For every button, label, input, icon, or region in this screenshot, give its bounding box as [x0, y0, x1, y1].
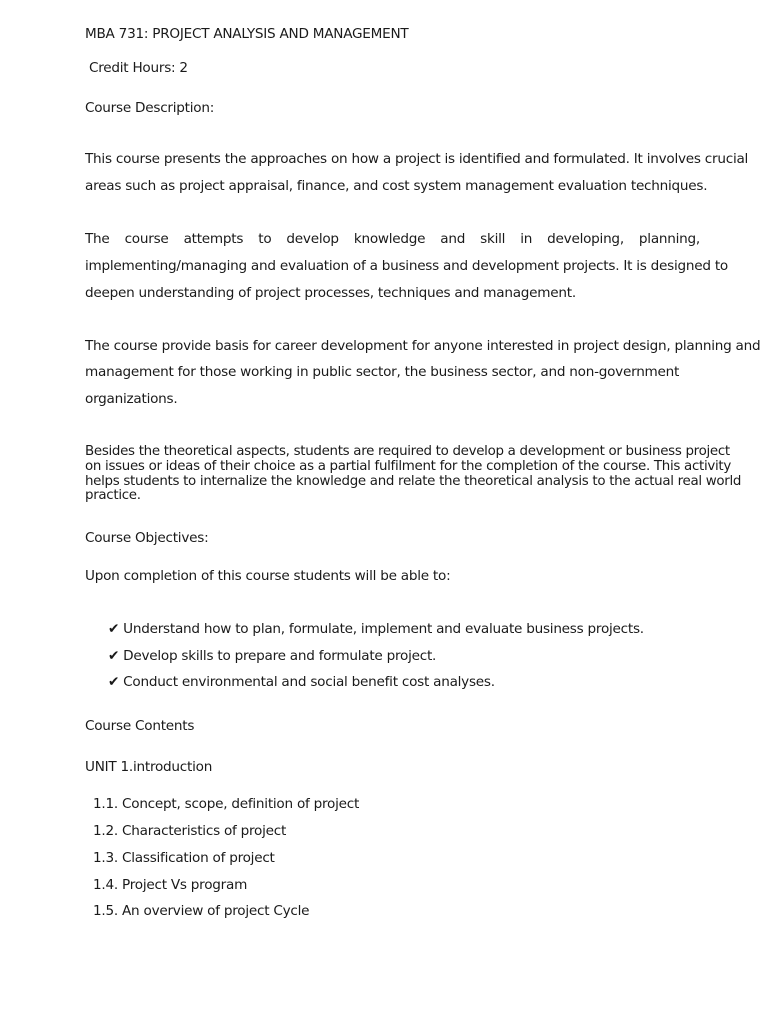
- checkmark-icon: ✔: [108, 648, 120, 664]
- course-title: MBA 731: PROJECT ANALYSIS AND MANAGEMENT: [85, 26, 409, 42]
- description-para2-line2: implementing/managing and evaluation of a business and development projects. It is designed to: [85, 258, 728, 274]
- description-para4-line2: on issues or ideas of their choice as a partial fulfilment for the completion of the course. This activity: [85, 459, 731, 474]
- word: in: [520, 231, 533, 247]
- word: planning,: [638, 231, 700, 247]
- word: attempts: [183, 231, 244, 247]
- word: develop: [286, 231, 339, 247]
- description-para4-line4: practice.: [85, 488, 141, 503]
- word: to: [258, 231, 272, 247]
- description-para1-line1: This course presents the approaches on how a project is identified and formulated. It involves crucial: [85, 151, 749, 167]
- objective-item: [108, 647, 436, 665]
- unit1-item: 1.3. Classification of project: [93, 850, 275, 866]
- checkmark-icon: ✔: [108, 674, 120, 690]
- unit1-item: 1.2. Characteristics of project: [93, 823, 287, 839]
- description-para4-line3: helps students to internalize the knowledge and relate the theoretical analysis to the actual real world: [85, 474, 742, 489]
- word: developing,: [547, 231, 624, 247]
- word: course: [124, 231, 169, 247]
- description-para3-line1: The course provide basis for career development for anyone interested in project design, planning and: [85, 338, 761, 354]
- objective-text: Conduct environmental and social benefit cost analyses.: [123, 674, 495, 690]
- objective-text: Develop skills to prepare and formulate project.: [123, 648, 437, 664]
- description-para4-line1: Besides the theoretical aspects, students are required to develop a development or business project: [85, 444, 730, 459]
- objective-item: [108, 620, 644, 638]
- word: knowledge: [353, 231, 426, 247]
- word: and: [440, 231, 466, 247]
- objectives-intro: Upon completion of this course students will be able to:: [85, 568, 451, 584]
- word: skill: [480, 231, 506, 247]
- description-para3-line3: organizations.: [85, 391, 178, 407]
- credit-hours: Credit Hours: 2: [89, 60, 188, 76]
- description-para2-line3: deepen understanding of project processes, techniques and management.: [85, 285, 576, 301]
- description-para1-line2: areas such as project appraisal, finance, and cost system management evaluation techniques.: [85, 178, 708, 194]
- description-para2-line1: [85, 230, 700, 248]
- unit1-item: 1.4. Project Vs program: [93, 877, 248, 893]
- description-heading: Course Description:: [85, 100, 215, 116]
- unit1-item: 1.1. Concept, scope, definition of project: [93, 796, 360, 812]
- unit1-item: 1.5. An overview of project Cycle: [93, 903, 310, 919]
- objective-text: Understand how to plan, formulate, implement and evaluate business projects.: [123, 621, 644, 637]
- objective-item: [108, 673, 495, 691]
- unit1-heading: UNIT 1.introduction: [85, 759, 213, 775]
- checkmark-icon: ✔: [108, 621, 120, 637]
- contents-heading: Course Contents: [85, 718, 195, 734]
- word: The: [85, 231, 110, 247]
- description-para3-line2: management for those working in public sector, the business sector, and non-government: [85, 364, 680, 380]
- objectives-heading: Course Objectives:: [85, 530, 209, 546]
